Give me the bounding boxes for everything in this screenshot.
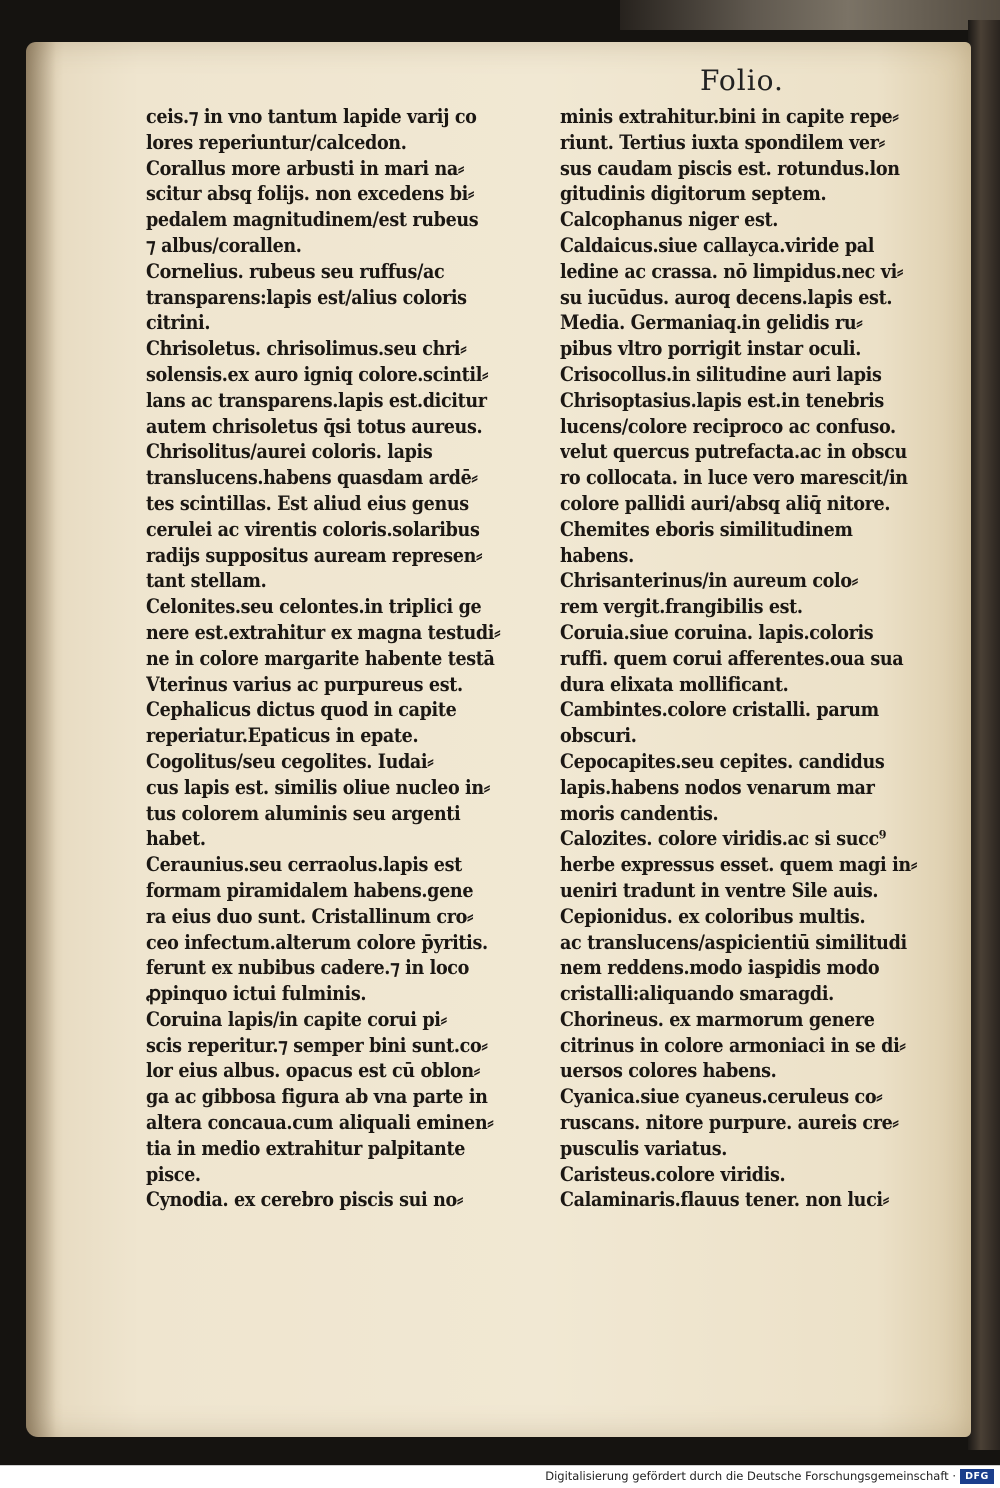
book-edge-top (620, 0, 1000, 30)
text-line: ra eius duo sunt. Cristallinum cro⸗ (146, 904, 474, 928)
text-line: tant stellam. (146, 569, 267, 593)
text-line: Celonites.seu celontes.in triplici ge (146, 595, 482, 619)
text-line: ceo infectum.alterum colore p̄yritis. (146, 930, 488, 954)
text-line: scitur absq̧ folijs. non excedens bi⸗ (146, 182, 475, 206)
book-edge-right (968, 20, 1000, 1450)
text-line: pibus vltro porrigit instar oculi. (560, 337, 861, 361)
text-line: Cepionidus. ex coloribus multis. (560, 904, 866, 928)
text-line: citrinus in colore armoniaci in se di⸗ (560, 1033, 906, 1057)
text-line: tia in medio extrahitur palpitante (146, 1136, 466, 1160)
text-line: sus caudam piscis est. rotundus.lon (560, 156, 900, 180)
text-line: Ceraunius.seu cerraolus.lapis est (146, 853, 462, 877)
text-line: Chorineus. ex marmorum genere (560, 1007, 875, 1031)
text-line: Corallus more arbusti in mari na⸗ (146, 156, 465, 180)
text-line: Cynodia. ex cerebro piscis sui no⸗ (146, 1188, 463, 1212)
text-line: Vterinus varius ac purpureus est. (146, 672, 463, 696)
text-line: su iucūdus. auroq̧ decens.lapis est. (560, 285, 893, 309)
footer-bar (0, 1465, 1000, 1488)
text-line: cus lapis est. similis oliue nucleo in⸗ (146, 775, 490, 799)
text-line: translucens.habens quasdam ardē⸗ (146, 466, 478, 490)
text-line: minis extrahitur.bini in capite repe⸗ (560, 105, 899, 128)
text-line: Chemites eboris similitudinem (560, 517, 853, 541)
text-line: ueniri tradunt in ventre Sile auis. (560, 878, 879, 902)
text-line: tes scintillas. Est aliud eius genus (146, 491, 469, 515)
text-line: Caldaicus.siue callayca.viride pal (560, 233, 875, 257)
text-column-left (146, 104, 541, 1254)
text-line: altera concaua.cum aliquali eminen⸗ (146, 1111, 494, 1135)
text-line: Crisocollus.in silitudine auri lapis (560, 362, 882, 386)
text-line: Cephalicus dictus quod in capite (146, 698, 457, 722)
text-line: moris candentis. (560, 801, 719, 825)
text-line: lapis.habens nodos venarum mar (560, 775, 875, 799)
text-column-right (560, 104, 953, 1254)
text-line: dura elixata mollificant. (560, 672, 789, 696)
text-line: scis reperitur.⁊ semper bini sunt.co⸗ (146, 1033, 488, 1057)
text-line: lores reperiuntur/calcedon. (146, 130, 407, 154)
dfg-logo: DFG (960, 1469, 994, 1484)
text-line: ga ac gibbosa figura ab vna parte in (146, 1085, 488, 1109)
text-line: ferunt ex nubibus cadere.⁊ in loco (146, 956, 469, 980)
text-line: cerulei ac virentis coloris.solaribus (146, 517, 480, 541)
text-line: herbe expressus esset. quem magi in⸗ (560, 853, 917, 877)
text-line: lans ac transparens.lapis est.dicitur (146, 388, 487, 412)
text-line: autem chrisoletus q̄si totus aureus. (146, 414, 483, 438)
text-line: rem vergit.frangibilis est. (560, 595, 803, 619)
text-line: nere est.extrahitur ex magna testudi⸗ (146, 620, 501, 644)
text-line: ⁊ albus/corallen. (146, 233, 302, 257)
text-line: Chrisanterinus/in aureum colo⸗ (560, 569, 858, 593)
text-line: pedalem magnitudinem/est rubeus (146, 208, 479, 232)
text-line: ruscans. nitore purpure. aureis cre⸗ (560, 1111, 899, 1135)
text-line: riunt. Tertius iuxta spondilem ver⸗ (560, 130, 885, 154)
text-line: ceis.⁊ in vno tantum lapide varij co (146, 105, 477, 128)
text-line: Chrisoletus. chrisolimus.seu chri⸗ (146, 337, 467, 361)
text-line: Media. Germaniaq̧.in gelidis ru⸗ (560, 311, 863, 335)
text-line: Cambintes.colore cristalli. parum (560, 698, 879, 722)
text-line: formam piramidalem habens.gene (146, 878, 474, 902)
text-line: reperiatur.Epaticus in epate. (146, 724, 419, 748)
text-line: Chrisolitus/aurei coloris. lapis (146, 440, 433, 464)
text-line: obscuri. (560, 724, 637, 748)
text-line: Chrisoptasius.lapis est.in tenebris (560, 388, 884, 412)
text-line: citrini. (146, 311, 211, 335)
text-line: transparens:lapis est/alius coloris (146, 285, 467, 309)
text-line: gitudinis digitorum septem. (560, 182, 827, 206)
text-line: ledine ac crassa. nō limpidus.nec vi⸗ (560, 259, 904, 283)
text-line: pisce. (146, 1162, 201, 1186)
text-line: habens. (560, 543, 634, 567)
text-line: nem reddens.modo iaspidis modo (560, 956, 880, 980)
text-line: uersos colores habens. (560, 1059, 777, 1083)
text-line: solensis.ex auro igniq̧ colore.scintil⸗ (146, 362, 489, 386)
text-line: ne in colore margarite habente testā (146, 646, 495, 670)
funding-credit: Digitalisierung gefördert durch die Deutsche Forschungsgemeinschaft · (545, 1469, 956, 1483)
text-line: colore pallidi auri/absq̧ aliq̄ nitore. (560, 491, 891, 515)
text-line: ruffi. quem corui afferentes.oua sua (560, 646, 904, 670)
text-line: ro collocata. in luce vero marescit/in (560, 466, 908, 490)
gutter-shadow (26, 42, 56, 1437)
text-line: pusculis variatus. (560, 1136, 728, 1160)
text-line: Caristeus.colore viridis. (560, 1162, 786, 1186)
text-line: Cogolitus/seu cegolites. Iudai⸗ (146, 749, 434, 773)
text-line: ac translucens/aspicientiū similitudi (560, 930, 907, 954)
text-line: Cepocapites.seu cepites. candidus (560, 749, 885, 773)
running-head: Folio. (700, 64, 784, 97)
text-line: tus colorem aluminis seu argenti (146, 801, 461, 825)
text-line: lucens/colore reciproco ac confuso. (560, 414, 896, 438)
text-line: ꝓpinquo ictui fulminis. (146, 982, 367, 1006)
text-line: habet. (146, 827, 206, 851)
text-line: lor eius albus. opacus est cū oblon⸗ (146, 1059, 480, 1083)
text-line: radijs suppositus auream represen⸗ (146, 543, 483, 567)
text-line: Coruia.siue coruina. lapis.coloris (560, 620, 874, 644)
text-line: Coruina lapis/in capite corui pi⸗ (146, 1007, 447, 1031)
text-line: cristalli:aliquando smaragdi. (560, 982, 834, 1006)
text-line: Cyanica.siue cyaneus.ceruleus co⸗ (560, 1085, 883, 1109)
text-line: Calaminaris.flauus tener. non luci⸗ (560, 1188, 889, 1212)
text-line: Cornelius. rubeus seu ruffus/ac (146, 259, 445, 283)
text-line: velut quercus putrefacta.ac in obscu (560, 440, 907, 464)
text-line: Calozites. colore viridis.ac si succ⁹ (560, 827, 887, 851)
text-line: Calcophanus niger est. (560, 208, 779, 232)
